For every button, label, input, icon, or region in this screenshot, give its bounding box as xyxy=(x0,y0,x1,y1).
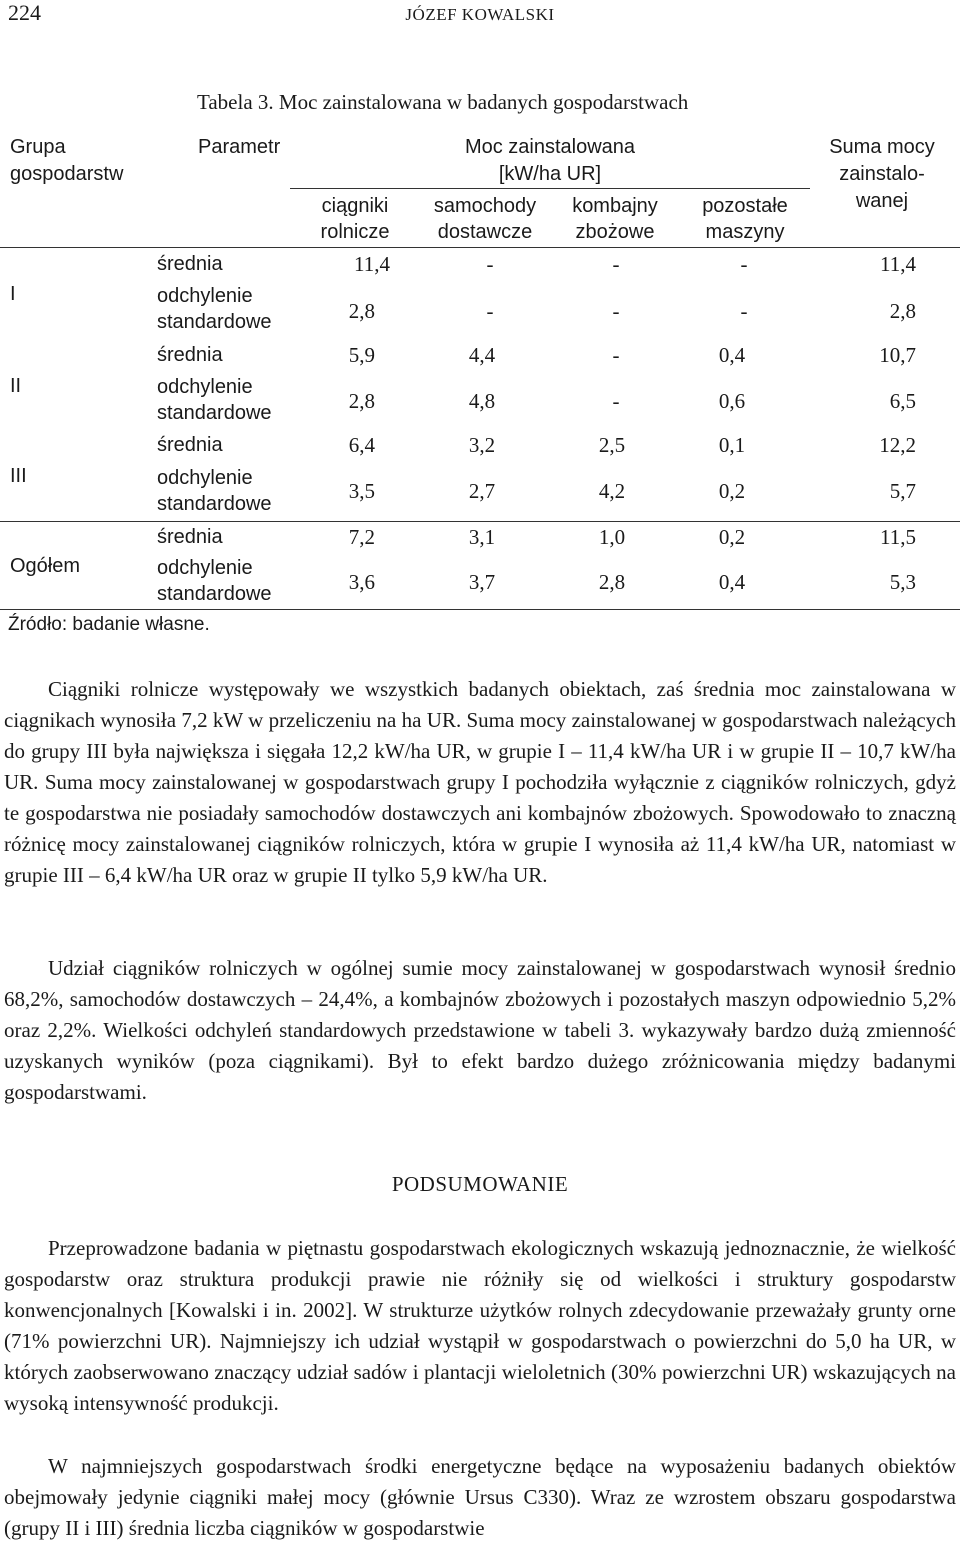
header-bottom-rule xyxy=(0,247,960,248)
table-cell: 3,6 xyxy=(348,570,375,594)
table-cell: 0,4 xyxy=(718,570,746,594)
table-cell: 4,8 xyxy=(468,389,496,413)
row-label: odchylenie xyxy=(157,285,253,307)
table-cell: 3,2 xyxy=(468,433,496,457)
table-cell: 3,7 xyxy=(468,570,496,594)
table-source-note: Źródło: badanie własne. xyxy=(8,614,210,635)
paragraph: W najmniejszych gospodarstwach środki energetyczne będące na wyposażeniu badanych obiektów obejmowały jedynie ciągniki małej mocy (głównie Ursus C330). Wraz ze wzrostem obszaru gospodarstwa (grupy II i III) średnia liczba ciągników w gospodarstwie xyxy=(4,1454,956,1540)
table-cell: 2,8 xyxy=(348,389,375,413)
table-cell: - xyxy=(486,252,494,276)
header-power-unit: [kW/ha UR] xyxy=(498,163,602,185)
group-name: Ogółem xyxy=(10,555,81,577)
row-label: średnia xyxy=(157,253,223,275)
header-subrule xyxy=(290,188,810,189)
header-sum-line2: zainstalo- xyxy=(839,163,925,185)
table-cell: 4,4 xyxy=(468,343,496,367)
header-parameter: Parametr xyxy=(198,136,281,158)
table-cell: - xyxy=(740,252,748,276)
table-cell: - xyxy=(740,299,748,323)
table-cell: 6,4 xyxy=(348,433,375,457)
table-cell: 5,9 xyxy=(348,343,375,367)
page-number: 224 xyxy=(8,0,41,25)
running-head-author: JÓZEF KOWALSKI xyxy=(405,5,555,24)
table-cell: - xyxy=(612,343,620,367)
table-cell: 11,4 xyxy=(880,252,916,276)
table-cell: - xyxy=(612,299,620,323)
section-heading: PODSUMOWANIE xyxy=(391,1172,569,1196)
header-combines: kombajny xyxy=(572,195,658,217)
table-cell: 2,5 xyxy=(598,433,626,457)
table-cell: 0,1 xyxy=(718,433,746,457)
header-combines-line2: zbożowe xyxy=(575,221,655,243)
header-group: Grupa xyxy=(10,136,66,158)
header-group-line2: gospodarstw xyxy=(10,163,124,185)
table-cell: 5,7 xyxy=(889,479,916,503)
header-tractors: ciągniki xyxy=(321,195,389,217)
table-cell: 2,8 xyxy=(598,570,626,594)
row-label: średnia xyxy=(157,344,223,366)
group-name: I xyxy=(10,283,16,305)
table-cell: 4,2 xyxy=(598,479,626,503)
table-cell: 11,5 xyxy=(880,525,916,549)
table-cell: 0,2 xyxy=(718,525,746,549)
header-tractors-line2: rolnicze xyxy=(320,221,390,243)
table-cell: 3,5 xyxy=(348,479,375,503)
row-label: średnia xyxy=(157,434,223,456)
row-label: standardowe xyxy=(157,311,272,333)
total-rule xyxy=(0,521,960,522)
paragraph: Ciągniki rolnicze występowały we wszystkich badanych obiektach, zaś średnia moc zainstalowana w ciągnikach wynosiła 7,2 kW w przeliczeniu na ha UR. Suma mocy zainstalowanej w gospodarstwach należących do grupy III była największa i sięgała 12,2 kW/ha UR, w grupie I – 11,4 kW/ha UR i w grupie II – 10,7 kW/ha UR. Suma mocy zainstalowanej w gospodarstwach grupy I pochodziła wyłącznie z ciągników rolniczych, gdyż te gospodarstwa nie posiadały samochodów dostawczych ani kombajnów zbożowych. Spowodowało to znaczną różnicę mocy zainstalowanej ciągników rolniczych, która w grupie I wynosiła aż 11,4 kW/ha UR, natomiast w grupie III – 6,4 kW/ha UR oraz w grupie II tylko 5,9 kW/ha UR. xyxy=(4,677,956,887)
table-cell: 6,5 xyxy=(889,389,916,413)
header-sum-line3: wanej xyxy=(855,190,909,212)
table-cell: 2,8 xyxy=(889,299,916,323)
table-cell: 2,8 xyxy=(348,299,375,323)
table-cell: 0,4 xyxy=(718,343,746,367)
table-cell: 5,3 xyxy=(889,570,916,594)
table-cell: 2,7 xyxy=(468,479,496,503)
table-cell: 1,0 xyxy=(598,525,626,549)
paragraph: Przeprowadzone badania w piętnastu gospodarstwach ekologicznych wskazują jednoznacznie, że wielkość gospodarstw oraz struktura produkcji prawie nie różniły się od wielkości i struktury gospodarstw konwencjonalnych [Kowalski i in. 2002]. W strukturze użytków rolnych zdecydowanie przeważały grunty orne (71% powierzchni UR). Najmniejszy ich udział wystąpił w gospodarstwach o powierzchni do 5,0 ha UR, w których zaobserwowano znaczący udział sadów i plantacji wieloletnich (30% powierzchni UR) wskazujących na wysoką intensywność produkcji. xyxy=(4,1236,956,1415)
table-cell: - xyxy=(486,299,494,323)
row-label: odchylenie xyxy=(157,467,253,489)
row-label: standardowe xyxy=(157,402,272,424)
group-name: III xyxy=(10,465,27,487)
row-label: standardowe xyxy=(157,493,272,515)
row-label: standardowe xyxy=(157,583,272,605)
table-cell: 3,1 xyxy=(468,525,496,549)
table-cell: 0,2 xyxy=(718,479,746,503)
header-vans-line2: dostawcze xyxy=(437,221,533,243)
row-label: odchylenie xyxy=(157,557,253,579)
table-cell: 0,6 xyxy=(718,389,746,413)
header-sum: Suma mocy xyxy=(829,136,935,158)
header-power: Moc zainstalowana xyxy=(464,136,636,158)
table-cell: 7,2 xyxy=(348,525,375,549)
table-cell: 12,2 xyxy=(879,433,916,457)
table-cell: 11,4 xyxy=(354,252,390,276)
header-vans: samochody xyxy=(433,195,537,217)
table-bottom-rule xyxy=(0,609,960,610)
table-cell: 10,7 xyxy=(879,343,916,367)
header-other-machines-line2: maszyny xyxy=(705,221,785,243)
header-other-machines: pozostałe xyxy=(702,195,788,217)
table-cell: - xyxy=(612,389,620,413)
row-label: odchylenie xyxy=(157,376,253,398)
table-caption: Tabela 3. Moc zainstalowana w badanych gospodarstwach xyxy=(197,90,689,114)
row-label: średnia xyxy=(157,526,223,548)
table-cell: - xyxy=(612,252,620,276)
group-name: II xyxy=(10,375,22,397)
paragraph: Udział ciągników rolniczych w ogólnej sumie mocy zainstalowanej w gospodarstwach wynosił średnio 68,2%, samochodów dostawczych – 24,4%, a kombajnów zbożowych i pozostałych maszyn odpowiednio 5,2% oraz 2,2%. Wielkości odchyleń standardowych przedstawione w tabeli 3. wykazywały bardzo dużą zmienność uzyskanych wyników (poza ciągnikami). Był to efekt bardzo dużego zróżnicowania między badanymi gospodarstwami. xyxy=(4,956,956,1104)
